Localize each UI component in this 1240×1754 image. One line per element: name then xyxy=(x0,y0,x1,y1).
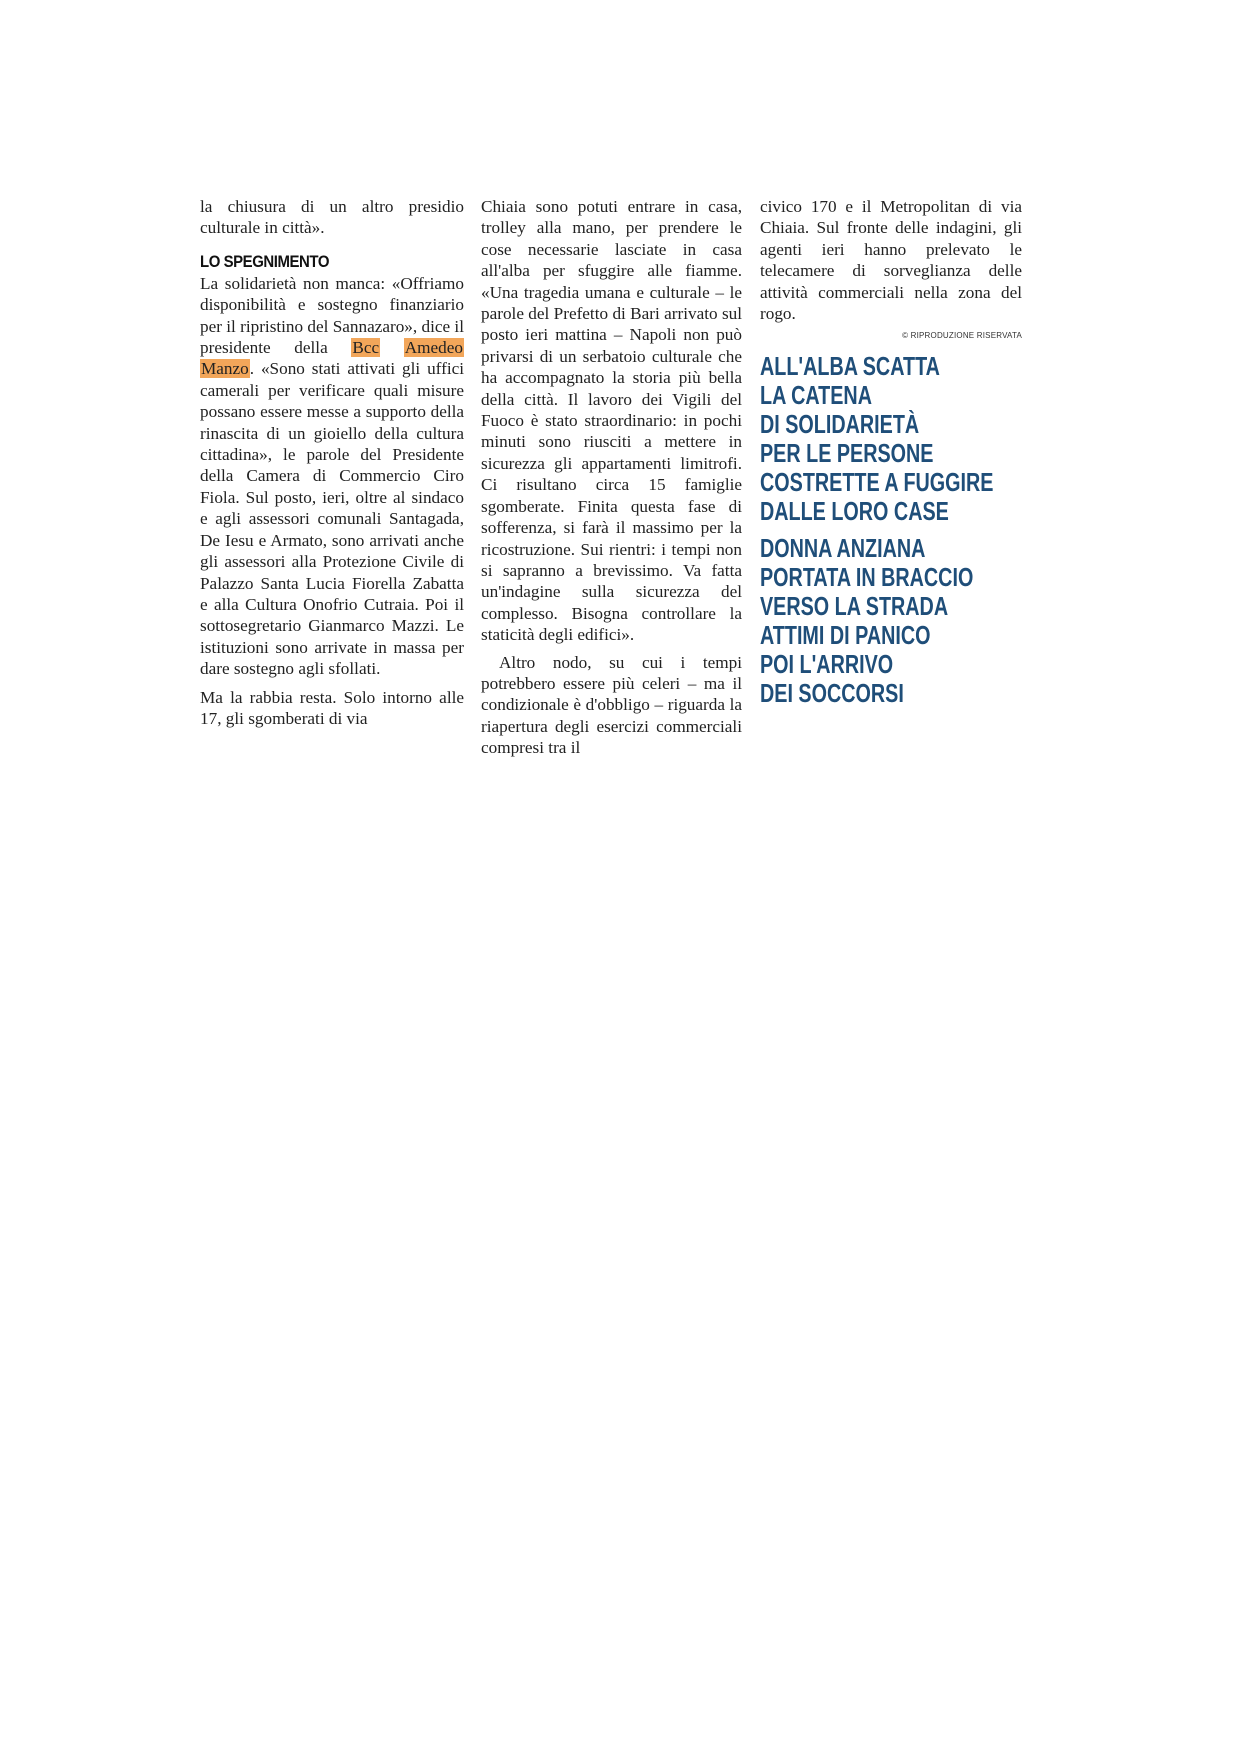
headline-line: LA CATENA xyxy=(760,380,872,411)
article-column-2 xyxy=(481,196,742,759)
subheading: LO SPEGNIMENTO xyxy=(200,251,330,271)
highlighted-word: Amedeo xyxy=(404,338,463,358)
copyright-notice: © RIPRODUZIONE RISERVATA xyxy=(902,331,1022,341)
headline-line: COSTRETTE A FUGGIRE xyxy=(760,467,994,498)
headline-line: PORTATA IN BRACCIO xyxy=(760,562,974,593)
article-column-1 xyxy=(200,196,464,729)
highlighted-word: Bcc xyxy=(352,338,380,358)
paragraph-text: La solidarietà non manca: «Offriamo disponibilità e sostegno finanziario per il ripristino del Sannazaro», dice il presidente della xyxy=(200,273,464,358)
headline-line: ATTIMI DI PANICO xyxy=(760,620,931,651)
article-column-3 xyxy=(760,196,1022,708)
headline-line: POI L'ARRIVO xyxy=(760,649,894,680)
headline-group-b xyxy=(760,534,1022,708)
headline-group-a xyxy=(760,352,1022,526)
headline-line: DONNA ANZIANA xyxy=(760,533,926,564)
paragraph-indagini: civico 170 e il Metropolitan di via Chiaia. Sul fronte delle indagini, gli agenti ieri hanno prelevato le telecamere di sorveglianza delle attività commerciali nella zona del rogo. xyxy=(760,197,1022,324)
headline-line: VERSO LA STRADA xyxy=(760,591,949,622)
article-clipping xyxy=(198,196,1024,776)
headline-line: ALL'ALBA SCATTA xyxy=(760,351,940,382)
highlighted-word: Manzo xyxy=(201,359,249,379)
paragraph-rabbia: Ma la rabbia resta. Solo intorno alle 17, gli sgomberati di via xyxy=(200,687,464,728)
paragraph-solidarity xyxy=(200,273,464,680)
paragraph-altro-nodo: Altro nodo, su cui i tempi potrebbero essere più celeri – ma il condizionale è d'obbligo – riguarda la riapertura degli esercizi commerciali compresi tra il xyxy=(481,652,742,758)
headline-line: DEI SOCCORSI xyxy=(760,678,904,709)
paragraph-chiaia: Chiaia sono potuti entrare in casa, trolley alla mano, per prendere le cose necessarie lasciate in casa all'alba per sfuggire alle fiamme. «Una tragedia umana e culturale – le parole del Prefetto di Bari arrivato sul posto ieri mattina – Napoli non può privarsi di un serbatoio culturale che ha accompagnato la storia più bella della città. Il lavoro dei Vigili del Fuoco è stato straordinario: in pochi minuti sono riusciti a mettere in sicurezza gli appartamenti limitrofi. Ci risultano circa 15 famiglie sgomberate. Finita questa fase di sofferenza, si farà il massimo per la ricostruzione. Sui rientri: i tempi non si sapranno a brevissimo. Va fatta un'indagine sulla sicurezza del complesso. Bisogna controllare la staticità degli edifici». xyxy=(481,197,742,645)
headline-line: DALLE LORO CASE xyxy=(760,496,949,527)
intro-text: la chiusura di un altro presidio culturale in città». xyxy=(200,197,464,238)
paragraph-text: . «Sono stati attivati gli uffici camerali per verificare quali misure possano essere messe a supporto della rinascita di un gioiello della cultura cittadina», le parole del Presidente della Camera di Commercio Ciro Fiola. Sul posto, ieri, oltre al sindaco e agli assessori comunali Santagada, De Iesu e Armato, sono arrivati anche gli assessori alla Protezione Civile di Palazzo Santa Lucia Fiorella Zabatta e alla Cultura Onofrio Cutraia. Poi il sottosegretario Gianmarco Mazzi. Le istituzioni sono arrivate in massa per dare sostegno agli sfollati. xyxy=(200,359,464,679)
headline-line: DI SOLIDARIETÀ xyxy=(760,409,920,440)
headline-line: PER LE PERSONE xyxy=(760,438,934,469)
